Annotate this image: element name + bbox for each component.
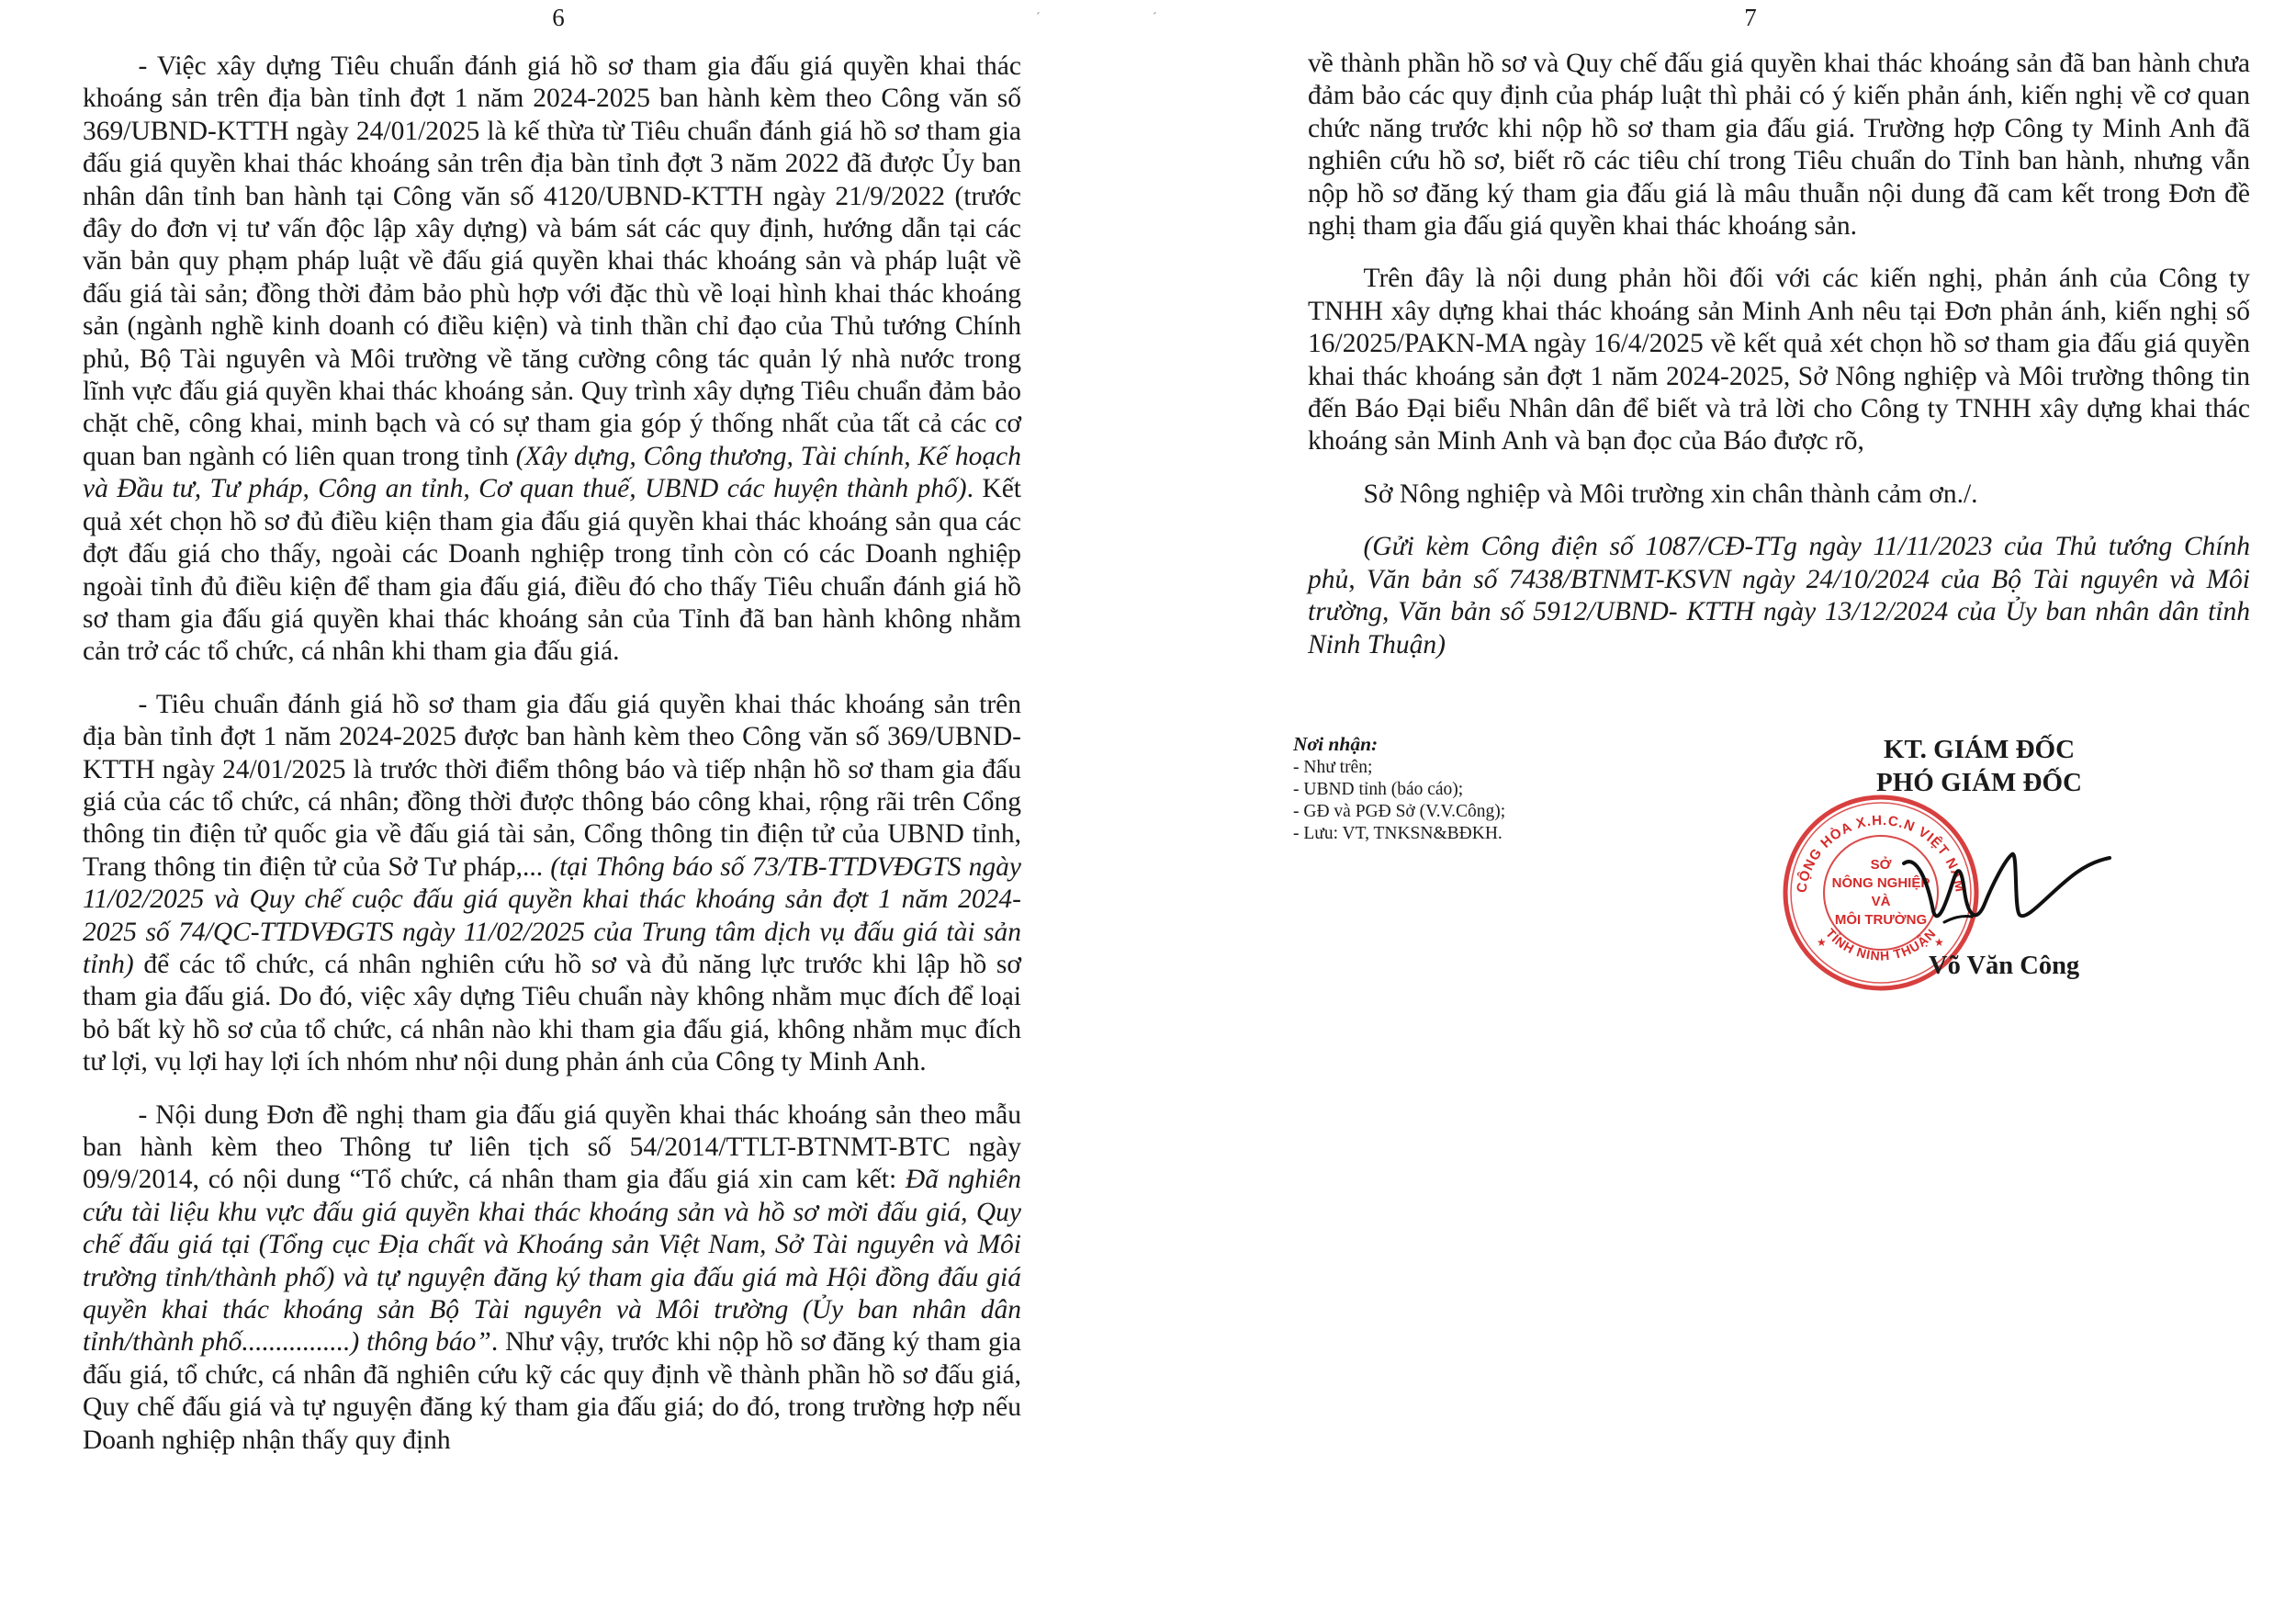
right-page-body	[1308, 48, 2250, 661]
svg-text:TỈNH NINH THUẬN: TỈNH NINH THUẬN	[1822, 925, 1940, 964]
recipient-item: - Như trên;	[1293, 758, 1373, 777]
scan-mark: ˊ	[1036, 11, 1041, 25]
svg-text:SỞ: SỞ	[1870, 857, 1892, 873]
recipients-heading: Nơi nhận:	[1293, 733, 1379, 755]
svg-text:VÀ: VÀ	[1871, 894, 1891, 909]
paragraph-thanks: Sở Nông nghiệp và Môi trường xin chân thành cảm ơn./.	[1363, 479, 1978, 509]
signer-name: Võ Văn Công	[1929, 952, 2080, 980]
paragraph-don-de-nghi: - Nội dung Đơn đề nghị tham gia đấu giá quyền khai thác khoáng sản theo mẫu ban hành kèm theo Thông tư liên tịch số 54/2014/TTLT-BTNMT-BTC ngày 09/9/2014, có nội dung “Tổ chức, cá nhân tham gia đấu giá xin cam kết: Đã nghiên cứu tài liệu khu vực đấu giá quyền khai thác khoáng sản và hồ sơ mời đấu giá, Quy chế đấu giá tại (Tổng cục Địa chất và Khoáng sản Việt Nam, Sở Tài nguyên và Môi trường tỉnh/thành phố) và tự nguyện đăng ký tham gia đấu giá mà Hội đồng đấu giá quyền khai thác khoáng sản Bộ Tài nguyên và Môi trường (Ủy ban nhân dân tỉnh/thành phố................) thông báo”. Như vậy, trước khi nộp hồ sơ đăng ký tham gia đấu giá, tổ chức, cá nhân đã nghiên cứu kỹ các quy định về thành phần hồ sơ đấu giá, Quy chế đấu giá và tự nguyện đăng ký tham gia đấu giá; do đó, trong trường hợp nếu Doanh nghiệp nhận thấy quy định	[83, 1099, 1021, 1455]
paragraph-continuation: về thành phần hồ sơ và Quy chế đấu giá quyền khai thác khoáng sản đã ban hành chưa đảm bảo các quy định của pháp luật thì phải có ý kiến phản ánh, kiến nghị về cơ quan chức năng trước khi nộp hồ sơ tham gia đấu giá. Trường hợp Công ty Minh Anh đã nghiên cứu hồ sơ, biết rõ các tiêu chí trong Tiêu chuẩn do Tỉnh ban hành, nhưng vẫn nộp hồ sơ đăng ký tham gia đấu giá là mâu thuẫn nội dung đã cam kết trong Đơn đề nghị tham gia đấu giá quyền khai thác khoáng sản.	[1308, 49, 2250, 242]
svg-text:★: ★	[1934, 936, 1944, 949]
paragraph-tieu-chuan-ke-thua: - Việc xây dựng Tiêu chuẩn đánh giá hồ sơ tham gia đấu giá quyền khai thác khoáng sản trên địa bàn tỉnh đợt 1 năm 2024-2025 ban hành kèm theo Công văn số 369/UBND-KTTH ngày 24/01/2025 là kế thừa từ Tiêu chuẩn đánh giá hồ sơ tham gia đấu giá quyền khai thác khoáng sản trên địa bàn tỉnh đợt 3 năm 2022 đã được Ủy ban nhân dân tỉnh ban hành tại Công văn số 4120/UBND-KTTH ngày 21/9/2022 (trước đây do đơn vị tư vấn độc lập xây dựng) và bám sát các quy định, hướng dẫn tại các văn bản quy phạm pháp luật về đấu giá quyền khai thác khoáng sản và pháp luật về đấu giá tài sản; đồng thời đảm bảo phù hợp với đặc thù về loại hình khai thác khoáng sản (ngành nghề kinh doanh có điều kiện) và tinh thần chỉ đạo của Thủ tướng Chính phủ, Bộ Tài nguyên và Môi trường về tăng cường công tác quản lý nhà nước trong lĩnh vực đấu giá quyền khai thác khoáng sản. Quy trình xây dựng Tiêu chuẩn đảm bảo chặt chẽ, công khai, minh bạch và có sự tham gia góp ý thống nhất của tất cả các cơ quan ban ngành có liên quan trong tỉnh (Xây dựng, Công thương, Tài chính, Kế hoạch và Đầu tư, Tư pháp, Công an tỉnh, Cơ quan thuế, UBND các huyện thành phố). Kết quả xét chọn hồ sơ đủ điều kiện tham gia đấu giá quyền khai thác khoáng sản qua các đợt đấu giá cho thấy, ngoài các Doanh nghiệp trong tỉnh còn có các Doanh nghiệp ngoài tỉnh đủ điều kiện để tham gia đấu giá, điều đó cho thấy Tiêu chuẩn đánh giá hồ sơ tham gia đấu giá quyền khai thác khoáng sản của Tỉnh đã ban hành không nhằm cản trở các tổ chức, cá nhân khi tham gia đấu giá.	[83, 51, 1022, 667]
paragraph-attachments: (Gửi kèm Công điện số 1087/CĐ-TTg ngày 11/11/2023 của Thủ tướng Chính phủ, Văn bản số 7438/BTNMT-KSVN ngày 24/10/2024 của Bộ Tài nguyên và Môi trường, Văn bản số 5912/UBND- KTTH ngày 13/12/2024 của Ủy ban nhân dân tỉnh Ninh Thuận)	[1308, 532, 2250, 659]
recipient-item: - GĐ và PGĐ Sở (V.V.Công);	[1293, 802, 1506, 821]
signature-block	[1814, 733, 2144, 799]
svg-text:MÔI TRƯỜNG: MÔI TRƯỜNG	[1834, 912, 1928, 928]
svg-text:NÔNG NGHIỆP: NÔNG NGHIỆP	[1831, 875, 1930, 891]
svg-text:CỘNG HÒA X.H.C.N VIỆT NAM: CỘNG HÒA X.H.C.N VIỆT NAM	[1794, 812, 1968, 895]
recipients-block	[1293, 733, 1642, 845]
scan-mark: ˊ	[1153, 11, 1157, 25]
left-page-body	[83, 51, 1021, 1457]
page-number-left: 6	[552, 4, 565, 31]
signature-title-line1: KT. GIÁM ĐỐC	[1883, 735, 2076, 764]
paragraph-summary: Trên đây là nội dung phản hồi đối với các kiến nghị, phản ánh của Công ty TNHH xây dựng khai thác khoáng sản Minh Anh nêu tại Đơn phản ánh, kiến nghị số 16/2025/PAKN-MA ngày 16/4/2025 về kết quả xét chọn hồ sơ tham gia đấu giá quyền khai thác khoáng sản đợt 1 năm 2024-2025, Sở Nông nghiệp và Môi trường thông tin đến Báo Đại biểu Nhân dân để biết và trả lời cho Công ty TNHH xây dựng khai thác khoáng sản Minh Anh và bạn đọc của Báo được rõ,	[1308, 264, 2250, 456]
page-number-right: 7	[1744, 4, 1757, 31]
recipient-item: - UBND tỉnh (báo cáo);	[1293, 780, 1464, 799]
paragraph-thong-bao-cong-khai: - Tiêu chuẩn đánh giá hồ sơ tham gia đấu giá quyền khai thác khoáng sản trên địa bàn tỉnh đợt 1 năm 2024-2025 được ban hành kèm theo Công văn số 369/UBND-KTTH ngày 24/01/2025 là trước thời điểm thông báo và tiếp nhận hồ sơ tham gia đấu giá của các tổ chức, cá nhân; đồng thời được thông báo công khai, rộng rãi trên Cổng thông tin điện tử quốc gia về đấu giá tài sản, Cổng thông tin điện tử của UBND tỉnh, Trang thông tin điện tử của Sở Tư pháp,... (tại Thông báo số 73/TB-TTDVĐGTS ngày 11/02/2025 và Quy chế cuộc đấu giá quyền khai thác khoáng sản đợt 1 năm 2024-2025 số 74/QC-TTDVĐGTS ngày 11/02/2025 của Trung tâm dịch vụ đấu giá tài sản tỉnh) để các tổ chức, cá nhân nghiên cứu hồ sơ và đủ năng lực trước khi lập hồ sơ tham gia đấu giá. Do đó, việc xây dựng Tiêu chuẩn này không nhằm mục đích để loại bỏ bất kỳ hồ sơ của tổ chức, cá nhân nào khi tham gia đấu giá, không nhằm mục đích tư lợi, vụ lợi hay lợi ích nhóm như nội dung phản ánh của Công ty Minh Anh.	[83, 689, 1021, 1077]
recipient-item: - Lưu: VT, TNKSN&BĐKH.	[1293, 824, 1503, 843]
handwritten-signature-icon	[1896, 827, 2117, 951]
signature-title-line2: PHÓ GIÁM ĐỐC	[1876, 768, 2082, 797]
svg-text:★: ★	[1817, 936, 1827, 949]
